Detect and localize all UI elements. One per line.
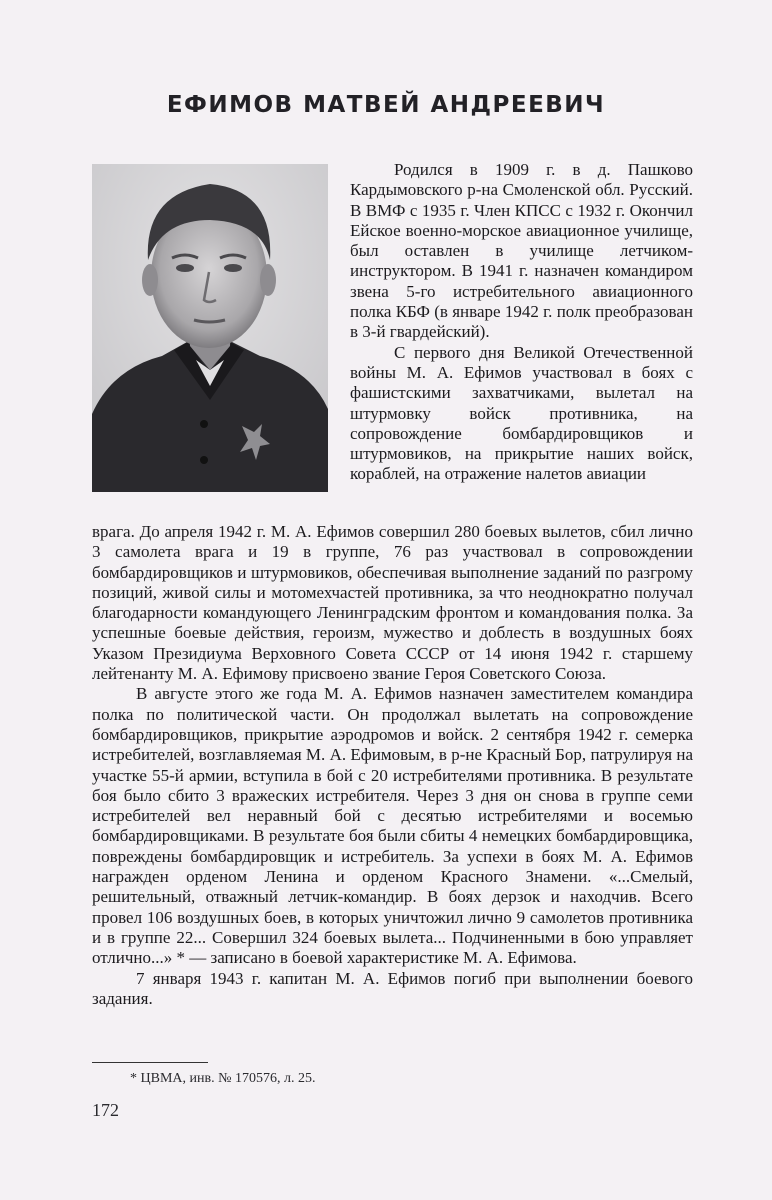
page-number: 172: [92, 1100, 119, 1120]
paragraph-death: 7 января 1943 г. капитан М. А. Ефимов погиб при выполнении боевого задания.: [92, 968, 693, 1008]
footnote-divider: [92, 1062, 208, 1063]
portrait-photo: [92, 164, 328, 492]
paragraph-war-start: С первого дня Великой Отечественной войны М. А. Ефимов участвовал в боях с фашистскими захватчиками, вылетал на штурмовку войск противника, на сопровождение бомбардировщиков и штурмовиков, на прикрытие наших войск, кораблей, на отражение налетов авиации: [350, 342, 693, 484]
page-title: ЕФИМОВ МАТВЕЙ АНДРЕЕВИЧ: [166, 92, 606, 118]
biography-column-text: [350, 160, 693, 485]
paragraph-deputy-commander: В августе этого же года М. А. Ефимов назначен заместителем командира полка по политической части. Он продолжал вылетать на сопровождение бомбардировщиков, прикрытие аэродромов и войск. 2 сентября 1942 г. семерка истребителей, возглавляемая М. А. Ефимовым, в р-не Красный Бор, патрулируя на участке 55-й армии, вступила в бой с 20 истребителями противника. В результате боя было сбито 3 вражеских истребителя. Через 3 дня он снова в группе семи истребителей вел неравный бой с десятью истребителями и восемью бомбардировщиками. В результате боя были сбиты 4 немецких бомбардировщика, повреждены бомбардировщик и истребитель. За успехи в боях М. А. Ефимов награжден орденом Ленина и орденом Красного Знамени. «...Смелый, решительный, отважный летчик-командир. В боях дерзок и находчив. Всего провел 106 воздушных боев, в которых уничтожил лично 9 самолетов противника и в группе 22... Совершил 324 боевых вылета... Подчиненными в бою управляет отлично...» * — записано в боевой характеристике М. А. Ефимова.: [92, 684, 693, 968]
paragraph-war-continued: врага. До апреля 1942 г. М. А. Ефимов совершил 280 боевых вылетов, сбил лично 3 самолета врага и 19 в группе, 76 раз участвовал в сопровождении бомбардировщиков и штурмовиков, обеспечивая выполнение заданий по разгрому позиций, живой силы и мотомехчастей противника, за что неоднократно получал благодарности командующего Ленинградским фронтом и командования полка. За успешные боевые действия, героизм, мужество и доблесть в воздушных боях Указом Президиума Верховного Совета СССР от 14 июня 1942 г. старшему лейтенанту М. А. Ефимову присвоено звание Героя Советского Союза.: [92, 522, 693, 684]
footnote: * ЦВМА, инв. № 170576, л. 25.: [130, 1071, 316, 1086]
biography-full-text: [92, 522, 693, 1009]
paragraph-birth: Родился в 1909 г. в д. Пашково Кардымовского р-на Смоленской обл. Русский. В ВМФ с 1935 г. Член КПСС с 1932 г. Окончил Ейское военно-морское авиационное училище, был оставлен в училище летчиком-инструктором. В 1941 г. назначен командиром звена 5-го истребительного авиационного полка КБФ (в январе 1942 г. полк преобразован в 3-й гвардейский).: [350, 160, 693, 342]
